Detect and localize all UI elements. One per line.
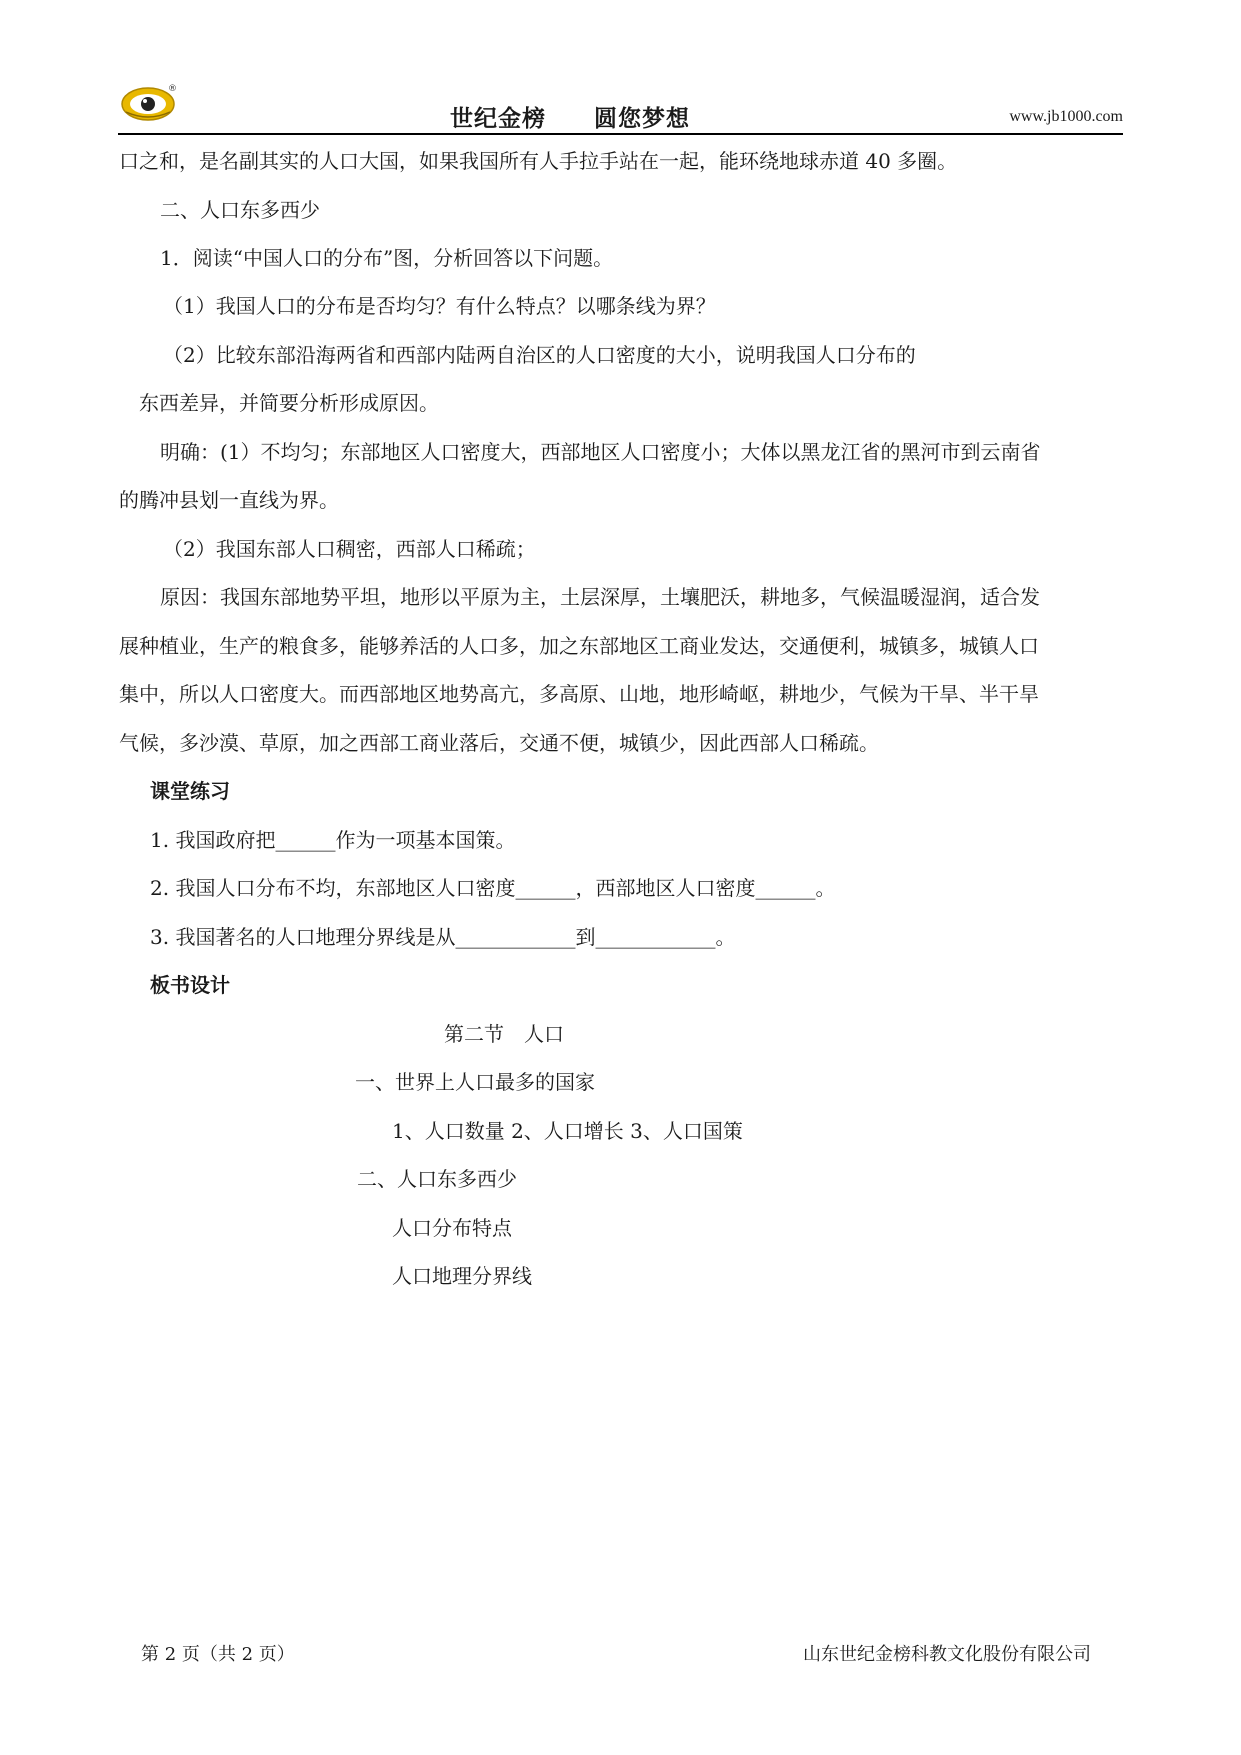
practice-heading: 课堂练习 [150, 779, 230, 803]
section-heading: 二、人口东多西少 [160, 198, 320, 222]
sub-question: （1）我国人口的分布是否均匀？有什么特点？以哪条线为界？ [163, 294, 716, 318]
reason-line: 原因：我国东部地势平坦，地形以平原为主，土层深厚，土壤肥沃，耕地多，气候温暖湿润，适合发 [160, 585, 1040, 609]
board-heading: 板书设计 [150, 973, 230, 997]
page-number: 第 2 页（共 2 页） [141, 1644, 295, 1665]
header-title: 世纪金榜 圆您梦想 [450, 106, 690, 132]
board-title: 第二节 人口 [444, 1022, 564, 1046]
registered-mark: ® [168, 84, 177, 94]
board-item: 一、世界上人口最多的国家 [355, 1070, 595, 1094]
question: 1．阅读“中国人口的分布”图，分析回答以下问题。 [160, 246, 614, 270]
answer-line: （2）我国东部人口稠密，西部人口稀疏； [163, 537, 536, 561]
answer-line: 的腾冲县划一直线为界。 [119, 488, 339, 512]
board-subitem: 人口地理分界线 [392, 1264, 532, 1288]
practice-question: 2. 我国人口分布不均，东部地区人口密度______，西部地区人口密度______。 [150, 876, 836, 900]
sub-question-continued: 东西差异，并简要分析形成原因。 [139, 391, 439, 415]
header-url: www.jb1000.com [1009, 108, 1123, 125]
board-subitem: 人口分布特点 [392, 1216, 512, 1240]
footer-company: 山东世纪金榜科教文化股份有限公司 [803, 1644, 1091, 1665]
reason-line: 展种植业，生产的粮食多，能够养活的人口多，加之东部地区工商业发达，交通便利，城镇多，城镇人口 [119, 634, 1039, 658]
board-item: 二、人口东多西少 [357, 1167, 517, 1191]
answer-line: 明确：(1）不均匀；东部地区人口密度大，西部地区人口密度小；大体以黑龙江省的黑河市到云南省 [160, 440, 1041, 464]
practice-question: 3. 我国著名的人口地理分界线是从____________到____________。 [150, 925, 736, 949]
reason-line: 集中，所以人口密度大。而西部地区地势高亢，多高原、山地，地形崎岖，耕地少，气候为干旱、半干旱 [119, 682, 1039, 706]
reason-line: 气候，多沙漠、草原，加之西部工商业落后，交通不便，城镇少，因此西部人口稀疏。 [119, 731, 879, 755]
header-divider [118, 133, 1123, 135]
sub-question: （2）比较东部沿海两省和西部内陆两自治区的人口密度的大小，说明我国人口分布的 [163, 343, 916, 367]
practice-question: 1. 我国政府把______作为一项基本国策。 [150, 828, 516, 852]
board-subitems: 1、人口数量 2、人口增长 3、人口国策 [392, 1119, 743, 1143]
body-line: 口之和，是名副其实的人口大国，如果我国所有人手拉手站在一起，能环绕地球赤道 40 多圈。 [119, 149, 958, 173]
